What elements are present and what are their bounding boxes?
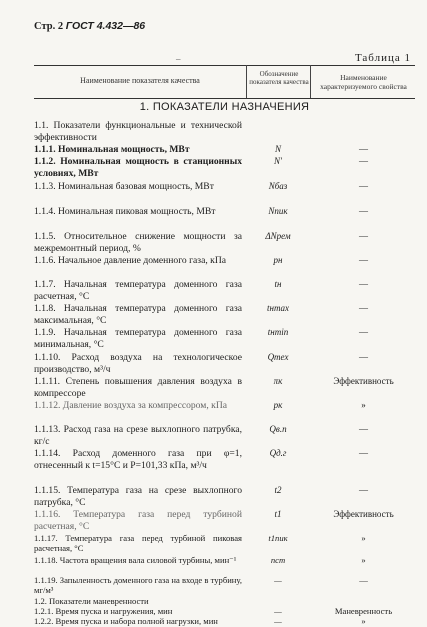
row-property: — xyxy=(359,181,368,191)
row-property: » xyxy=(361,616,366,626)
row-property: — xyxy=(359,448,368,458)
row-symbol: Qв.п xyxy=(269,424,287,434)
row-property: — xyxy=(359,352,368,362)
row-text: 1.1.14. Расход доменного газа при φ=1, отнесенный к t=15°С и P=101,33 кПа, м³/ч xyxy=(34,448,242,471)
row-text: 1.1.5. Относительное снижение мощности за межремонтный период, % xyxy=(34,231,242,254)
row-text: 1.1.13. Расход газа на срезе выхлопного патрубка, кг/с xyxy=(34,424,242,447)
row-text: 1.1. Показатели функциональные и технической эффективности xyxy=(34,120,242,143)
row-symbol: t1 xyxy=(274,509,282,519)
row-symbol: tнmin xyxy=(267,327,289,337)
row-text: 1.1.7. Начальная температура доменного газа расчетная, °С xyxy=(34,279,242,302)
row-property: — xyxy=(359,303,368,313)
row-symbol: Qтех xyxy=(267,352,289,362)
row-property: Эффективность xyxy=(333,509,394,519)
row-symbol: Qд.г xyxy=(269,448,287,458)
row-text: 1.1.15. Температура газа на срезе выхлопного патрубка, °С xyxy=(34,485,242,508)
row-text: 1.1.8. Начальная температура доменного газа максимальная, °С xyxy=(34,303,242,326)
row-text: 1.1.9. Начальная температура доменного газа минимальная, °С xyxy=(34,327,242,350)
page-header xyxy=(34,20,145,32)
row-symbol: N xyxy=(274,144,281,154)
row-symbol: Nбаз xyxy=(268,181,288,191)
row-symbol: Nпик xyxy=(268,206,288,216)
row-text: 1.1.11. Степень повышения давления воздуха в компрессоре xyxy=(34,376,242,399)
section-title: 1. ПОКАЗАТЕЛИ НАЗНАЧЕНИЯ xyxy=(139,101,310,113)
row-property: — xyxy=(359,424,368,434)
row-symbol: pк xyxy=(273,400,283,410)
row-property: — xyxy=(359,144,368,154)
table-header-rule xyxy=(34,98,415,99)
row-property: — xyxy=(359,485,368,495)
row-property: » xyxy=(361,533,366,543)
row-symbol: tнmax xyxy=(267,303,289,313)
column-header-property: Наименование характеризуемого свойства xyxy=(320,73,407,91)
table-title: Таблица 1 xyxy=(354,52,411,64)
row-property: » xyxy=(361,555,366,565)
row-text: 1.1.3. Номинальная базовая мощность, МВт xyxy=(34,181,214,192)
row-text: 1.1.16. Температура газа перед турбиной расчетная, °С xyxy=(34,509,242,532)
row-symbol: N' xyxy=(274,156,282,166)
column-header-symbol: Обозначение показателя качества xyxy=(249,70,309,86)
row-symbol: pн xyxy=(273,255,283,265)
row-text: 1.2. Показатели маневренности xyxy=(34,596,149,606)
row-property: — xyxy=(359,279,368,289)
row-symbol: t1пик xyxy=(268,533,288,543)
row-text: 1.1.6. Начальное давление доменного газа, кПа xyxy=(34,255,227,266)
row-symbol: nст xyxy=(270,555,286,565)
row-property: — xyxy=(359,327,368,337)
row-symbol: ΔNрем xyxy=(265,231,291,241)
header-divider-2 xyxy=(310,65,311,98)
row-text: 1.1.19. Запыленность доменного газа на входе в турбину, мг/м³ xyxy=(34,575,242,595)
row-text: 1.1.10. Расход воздуха на технологическое производство, м³/ч xyxy=(34,352,242,375)
row-property: Маневренность xyxy=(334,606,393,616)
standard-code: ГОСТ 4.432—86 xyxy=(65,20,146,32)
row-symbol: tн xyxy=(274,279,282,289)
row-symbol: t2 xyxy=(274,485,282,495)
row-property: — xyxy=(359,156,368,166)
row-text: 1.1.12. Давление воздуха за компрессором, кПа xyxy=(34,400,228,411)
row-property: — xyxy=(359,231,368,241)
row-text: 1.2.2. Время пуска и набора полной нагрузки, мин xyxy=(34,616,218,626)
row-property: — xyxy=(359,575,368,585)
row-text: 1.2.1. Время пуска и нагружения, мин xyxy=(34,606,173,616)
row-text: 1.1.17. Температура газа перед турбиной пиковая расчетная, °С xyxy=(34,533,242,553)
row-symbol: πк xyxy=(273,376,283,386)
dash-mark: – xyxy=(176,54,181,64)
header-divider-1 xyxy=(246,65,247,98)
row-text: 1.1.1. Номинальная мощность, МВт xyxy=(34,144,190,155)
row-text: 1.1.2. Номинальная мощность в станционных условиях, МВт xyxy=(34,156,242,179)
table-top-rule xyxy=(34,65,415,66)
column-header-name: Наименование показателя качества xyxy=(80,76,200,85)
page-number: Стр. 2 xyxy=(34,21,64,32)
row-property: — xyxy=(359,206,368,216)
row-property: — xyxy=(359,255,368,265)
row-property: Эффективность xyxy=(333,376,394,386)
row-text: 1.1.4. Номинальная пиковая мощность, МВт xyxy=(34,206,216,217)
row-symbol: — xyxy=(274,575,282,585)
row-property: » xyxy=(361,400,366,410)
row-symbol: — xyxy=(274,616,282,626)
row-symbol: — xyxy=(274,606,282,616)
row-text: 1.1.18. Частота вращения вала силовой турбины, мин⁻¹ xyxy=(34,555,237,565)
